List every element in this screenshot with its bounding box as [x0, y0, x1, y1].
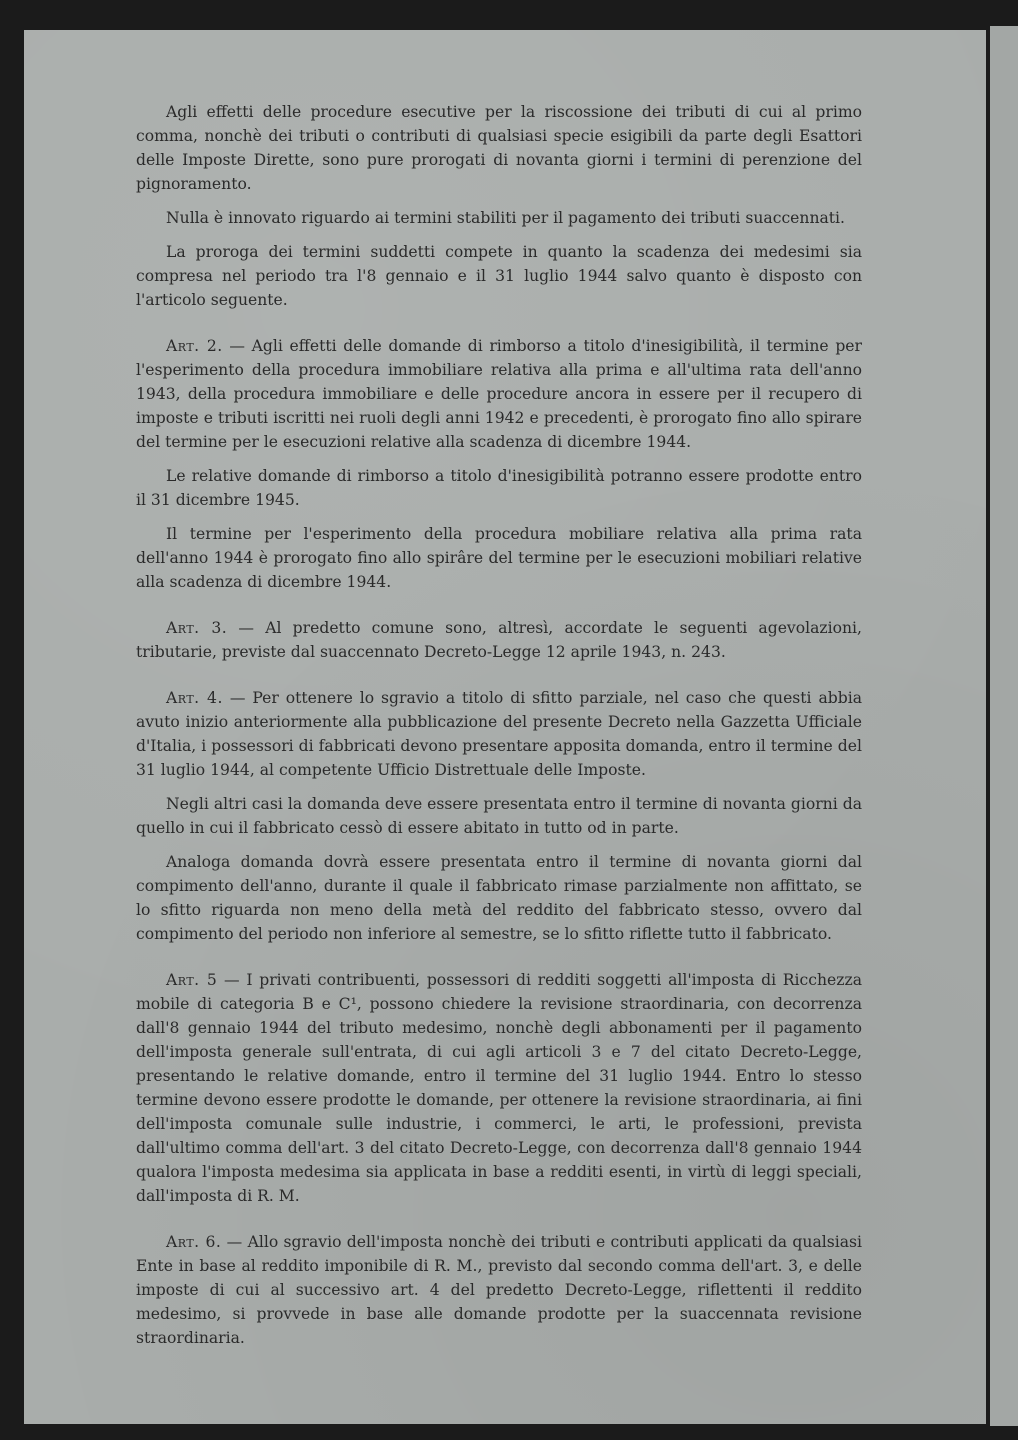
paragraph-domande-rimborso: Le relative domande di rimborso a titolo d'inesigibilità potranno essere prodotte entro il 31 dicembre 1945. [136, 467, 862, 509]
paragraph-procedura-mobiliare: Il termine per l'esperimento della procedura mobiliare relativa alla prima rata dell'anno 1944 è prorogato fino allo spirâre del termine per le esecuzioni mobiliari relative alla scadenza di dicembre 1944. [136, 525, 862, 591]
article-5-label: Art. 5 [166, 971, 218, 989]
article-4-text: — Per ottenere lo sgravio a titolo di sfitto parziale, nel caso che questi abbia avuto inizio anteriormente alla pubblicazione del presente Decreto nella Gazzetta Ufficiale d'Italia, i possessori di fabbricati devono presentare apposita domanda, entro il termine del 31 luglio 1944, al competente Ufficio Distrettuale delle Imposte. [136, 689, 862, 779]
paragraph-analoga-domanda: Analoga domanda dovrà essere presentata entro il termine di novanta giorni dal compimento dell'anno, durante il quale il fabbricato rimase parzialmente non affittato, se lo sfitto riguarda non meno della metà del reddito del fabbricato stesso, ovvero dal compimento del periodo non inferiore al semestre, se lo sfitto riflette tutto il fabbricato. [136, 853, 862, 943]
document-body [136, 100, 862, 1350]
article-3-label: Art. 3. [166, 619, 228, 637]
paragraph-proroga-esecutive: Agli effetti delle procedure esecutive per la riscossione dei tributi di cui al primo comma, nonchè dei tributi o contributi di qualsiasi specie esigibili da parte degli Esattori delle Imposte Dirette, sono pure prorogati di novanta giorni i termini di perenzione del pignoramento. [136, 103, 862, 193]
article-4 [136, 686, 862, 782]
article-4-label: Art. 4. [166, 689, 223, 707]
paragraph-proroga-termini: La proroga dei termini suddetti compete in quanto la scadenza dei medesimi sia compresa nel periodo tra l'8 gennaio e il 31 luglio 1944 salvo quanto è disposto con l'articolo seguente. [136, 243, 862, 309]
article-2 [136, 334, 862, 454]
article-6 [136, 1230, 862, 1350]
article-2-label: Art. 2. [166, 337, 223, 355]
article-2-text: — Agli effetti delle domande di rimborso a titolo d'inesigibilità, il termine per l'esperimento della procedura immobiliare relativa alla prima e all'ultima rata dell'anno 1943, della procedura immobiliare e delle procedure ancora in essere per il recupero di imposte e tributi iscritti nei ruoli degli anni 1942 e precedenti, è prorogato fino allo spirare del termine per le esecuzioni relative alla scadenza di dicembre 1944. [136, 337, 862, 451]
paragraph-altri-casi: Negli altri casi la domanda deve essere presentata entro il termine di novanta giorni da quello in cui il fabbricato cessò di essere abitato in tutto od in parte. [136, 795, 862, 837]
article-3 [136, 616, 862, 664]
article-6-text: — Allo sgravio dell'imposta nonchè dei tributi e contributi applicati da qualsiasi Ente in base al reddito imponibile di R. M., previsto dal secondo comma dell'art. 3, e delle imposte di cui al successivo art. 4 del predetto Decreto-Legge, riflettenti il reddito medesimo, si provvede in base alle domande prodotte per la suaccennata revisione straordinaria. [136, 1233, 863, 1347]
adjacent-page-edge [990, 26, 1018, 1426]
article-5-text: — I privati contribuenti, possessori di redditi soggetti all'imposta di Ricchezza mobile di categoria B e C¹, possono chiedere la revisione straordinaria, con decorrenza dall'8 gennaio 1944 del tributo medesimo, nonchè degli abbonamenti per il pagamento dell'imposta generale sull'entrata, di cui agli articoli 3 e 7 del citato Decreto-Legge, presentando le relative domande, entro il termine del 31 luglio 1944. Entro lo stesso termine devono essere prodotte le domande, per ottenere la revisione straordinaria, ai fini dell'imposta comunale sulle industrie, i commerci, le arti, le professioni, prevista dall'ultimo comma dell'art. 3 del citato Decreto-Legge, con decorrenza dall'8 gennaio 1944 qualora l'imposta medesima sia applicata in base a redditi esenti, in virtù di leggi speciali, dall'imposta di R. M. [136, 971, 862, 1205]
article-5 [136, 968, 862, 1208]
article-3-text: — Al predetto comune sono, altresì, accordate le seguenti agevolazioni, tributarie, previste dal suaccennato Decreto-Legge 12 aprile 1943, n. 243. [136, 619, 862, 661]
paragraph-nulla-innovato: Nulla è innovato riguardo ai termini stabiliti per il pagamento dei tributi suaccennati. [166, 209, 846, 227]
article-6-label: Art. 6. [166, 1233, 222, 1251]
